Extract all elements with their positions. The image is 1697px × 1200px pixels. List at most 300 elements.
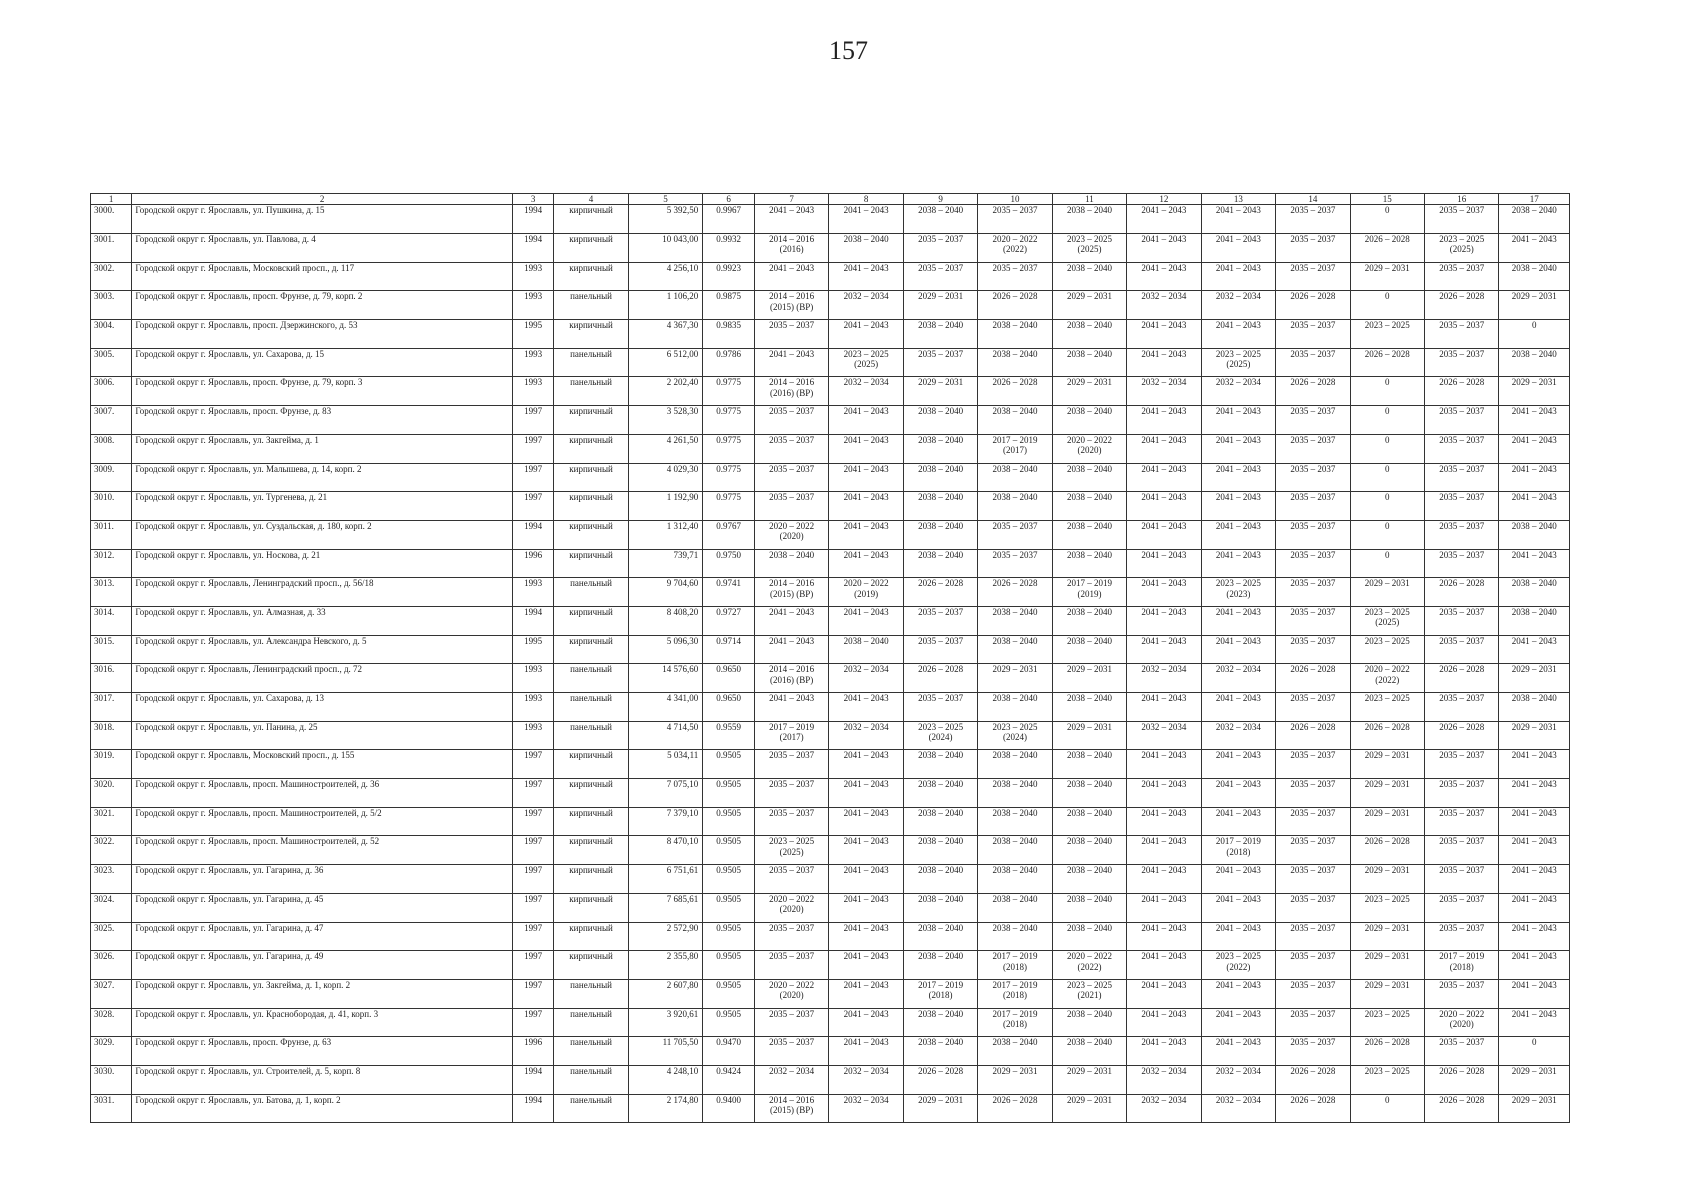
- table-cell-col-4: кирпичный: [554, 865, 628, 894]
- table-cell-col-13: 2041 – 2043: [1201, 463, 1275, 492]
- table-cell-col-11: 2038 – 2040: [1052, 922, 1126, 951]
- table-cell-col-1: 3007.: [91, 406, 132, 435]
- table-cell-col-2: Городской округ г. Ярославль, ул. Павлова, д. 4: [132, 234, 513, 263]
- table-cell-col-1: 3003.: [91, 291, 132, 320]
- table-cell-col-3: 1996: [512, 549, 553, 578]
- table-cell-col-16: 2035 – 2037: [1425, 1037, 1499, 1066]
- table-row: [91, 320, 1570, 349]
- table-cell-col-5: 7 685,61: [628, 893, 702, 922]
- table-cell-col-4: панельный: [554, 1008, 628, 1037]
- table-cell-col-11: 2023 – 2025 (2021): [1052, 979, 1126, 1008]
- table-cell-col-7: 2014 – 2016 (2016): [754, 234, 828, 263]
- table-cell-col-11: 2038 – 2040: [1052, 205, 1126, 234]
- table-cell-col-11: 2038 – 2040: [1052, 320, 1126, 349]
- table-cell-col-17: 2029 – 2031: [1499, 1094, 1570, 1123]
- table-cell-col-7: 2035 – 2037: [754, 1037, 828, 1066]
- table-cell-col-6: 0.9650: [703, 664, 755, 693]
- table-cell-col-10: 2035 – 2037: [978, 520, 1052, 549]
- table-cell-col-16: 2035 – 2037: [1425, 606, 1499, 635]
- table-cell-col-13: 2041 – 2043: [1201, 807, 1275, 836]
- table-cell-col-10: 2038 – 2040: [978, 807, 1052, 836]
- table-cell-col-11: 2038 – 2040: [1052, 1037, 1126, 1066]
- table-cell-col-15: 0: [1350, 492, 1424, 521]
- table-cell-col-4: кирпичный: [554, 779, 628, 808]
- table-cell-col-10: 2038 – 2040: [978, 492, 1052, 521]
- table-cell-col-16: 2035 – 2037: [1425, 807, 1499, 836]
- table-cell-col-17: 2041 – 2043: [1499, 922, 1570, 951]
- table-cell-col-5: 7 075,10: [628, 779, 702, 808]
- table-cell-col-12: 2041 – 2043: [1127, 865, 1201, 894]
- table-cell-col-1: 3030.: [91, 1065, 132, 1094]
- table-cell-col-6: 0.9400: [703, 1094, 755, 1123]
- table-cell-col-11: 2029 – 2031: [1052, 1065, 1126, 1094]
- table-cell-col-4: кирпичный: [554, 262, 628, 291]
- table-cell-col-13: 2032 – 2034: [1201, 1065, 1275, 1094]
- table-cell-col-7: 2035 – 2037: [754, 320, 828, 349]
- table-cell-col-10: 2038 – 2040: [978, 836, 1052, 865]
- table-row: [91, 635, 1570, 664]
- table-cell-col-13: 2032 – 2034: [1201, 377, 1275, 406]
- table-cell-col-12: 2041 – 2043: [1127, 836, 1201, 865]
- table-cell-col-6: 0.9650: [703, 693, 755, 722]
- table-cell-col-12: 2041 – 2043: [1127, 406, 1201, 435]
- table-cell-col-8: 2032 – 2034: [829, 377, 903, 406]
- table-cell-col-13: 2041 – 2043: [1201, 922, 1275, 951]
- table-cell-col-1: 3018.: [91, 721, 132, 750]
- table-cell-col-4: панельный: [554, 291, 628, 320]
- table-cell-col-2: Городской округ г. Ярославль, просп. Машиностроителей, д. 52: [132, 836, 513, 865]
- table-cell-col-14: 2035 – 2037: [1276, 865, 1350, 894]
- table-cell-col-1: 3027.: [91, 979, 132, 1008]
- table-cell-col-5: 739,71: [628, 549, 702, 578]
- table-cell-col-14: 2035 – 2037: [1276, 779, 1350, 808]
- table-cell-col-11: 2029 – 2031: [1052, 377, 1126, 406]
- table-row: [91, 693, 1570, 722]
- table-cell-col-3: 1997: [512, 779, 553, 808]
- table-cell-col-7: 2041 – 2043: [754, 348, 828, 377]
- housing-register-table: [90, 193, 1570, 1123]
- table-cell-col-15: 0: [1350, 291, 1424, 320]
- table-cell-col-12: 2041 – 2043: [1127, 578, 1201, 607]
- table-cell-col-3: 1993: [512, 578, 553, 607]
- table-cell-col-9: 2038 – 2040: [903, 520, 977, 549]
- table-cell-col-17: 2038 – 2040: [1499, 262, 1570, 291]
- table-cell-col-7: 2035 – 2037: [754, 865, 828, 894]
- table-cell-col-3: 1997: [512, 750, 553, 779]
- table-cell-col-12: 2041 – 2043: [1127, 348, 1201, 377]
- table-cell-col-10: 2038 – 2040: [978, 1037, 1052, 1066]
- table-cell-col-14: 2035 – 2037: [1276, 922, 1350, 951]
- table-cell-col-15: 0: [1350, 377, 1424, 406]
- table-row: [91, 463, 1570, 492]
- table-cell-col-12: 2041 – 2043: [1127, 234, 1201, 263]
- table-cell-col-15: 0: [1350, 549, 1424, 578]
- table-cell-col-10: 2038 – 2040: [978, 320, 1052, 349]
- table-cell-col-1: 3000.: [91, 205, 132, 234]
- table-cell-col-9: 2038 – 2040: [903, 1008, 977, 1037]
- table-row: [91, 377, 1570, 406]
- table-cell-col-7: 2035 – 2037: [754, 750, 828, 779]
- table-cell-col-16: 2035 – 2037: [1425, 262, 1499, 291]
- table-cell-col-4: кирпичный: [554, 836, 628, 865]
- table-cell-col-12: 2032 – 2034: [1127, 377, 1201, 406]
- table-cell-col-1: 3002.: [91, 262, 132, 291]
- table-cell-col-10: 2038 – 2040: [978, 348, 1052, 377]
- table-row: [91, 549, 1570, 578]
- table-cell-col-8: 2041 – 2043: [829, 262, 903, 291]
- table-cell-col-5: 14 576,60: [628, 664, 702, 693]
- table-cell-col-17: 2038 – 2040: [1499, 606, 1570, 635]
- column-header-14: 14: [1276, 194, 1350, 205]
- table-cell-col-2: Городской округ г. Ярославль, просп. Дзержинского, д. 53: [132, 320, 513, 349]
- table-cell-col-14: 2035 – 2037: [1276, 578, 1350, 607]
- table-cell-col-6: 0.9775: [703, 463, 755, 492]
- table-cell-col-12: 2032 – 2034: [1127, 664, 1201, 693]
- table-cell-col-15: 2029 – 2031: [1350, 951, 1424, 980]
- table-cell-col-12: 2041 – 2043: [1127, 750, 1201, 779]
- table-cell-col-11: 2038 – 2040: [1052, 492, 1126, 521]
- table-cell-col-17: 2038 – 2040: [1499, 693, 1570, 722]
- table-cell-col-6: 0.9775: [703, 492, 755, 521]
- table-cell-col-7: 2023 – 2025 (2025): [754, 836, 828, 865]
- table-cell-col-5: 1 106,20: [628, 291, 702, 320]
- table-row: [91, 979, 1570, 1008]
- column-header-1: 1: [91, 194, 132, 205]
- table-row: [91, 750, 1570, 779]
- table-cell-col-7: 2035 – 2037: [754, 807, 828, 836]
- table-cell-col-2: Городской округ г. Ярославль, ул. Гагарина, д. 47: [132, 922, 513, 951]
- table-cell-col-13: 2041 – 2043: [1201, 693, 1275, 722]
- table-cell-col-13: 2041 – 2043: [1201, 979, 1275, 1008]
- table-cell-col-8: 2041 – 2043: [829, 836, 903, 865]
- table-cell-col-13: 2041 – 2043: [1201, 1008, 1275, 1037]
- column-header-5: 5: [628, 194, 702, 205]
- table-cell-col-10: 2038 – 2040: [978, 606, 1052, 635]
- table-cell-col-3: 1996: [512, 1037, 553, 1066]
- table-cell-col-7: 2035 – 2037: [754, 406, 828, 435]
- table-cell-col-10: 2026 – 2028: [978, 1094, 1052, 1123]
- table-cell-col-14: 2035 – 2037: [1276, 807, 1350, 836]
- table-cell-col-1: 3024.: [91, 893, 132, 922]
- table-cell-col-13: 2041 – 2043: [1201, 262, 1275, 291]
- table-cell-col-2: Городской округ г. Ярославль, ул. Носкова, д. 21: [132, 549, 513, 578]
- table-cell-col-9: 2038 – 2040: [903, 922, 977, 951]
- table-cell-col-17: 2038 – 2040: [1499, 348, 1570, 377]
- table-cell-col-4: панельный: [554, 979, 628, 1008]
- table-cell-col-8: 2041 – 2043: [829, 492, 903, 521]
- table-cell-col-3: 1993: [512, 348, 553, 377]
- table-cell-col-7: 2035 – 2037: [754, 463, 828, 492]
- table-cell-col-16: 2026 – 2028: [1425, 1065, 1499, 1094]
- table-cell-col-1: 3010.: [91, 492, 132, 521]
- table-row: [91, 893, 1570, 922]
- table-cell-col-13: 2041 – 2043: [1201, 234, 1275, 263]
- table-cell-col-8: 2041 – 2043: [829, 922, 903, 951]
- table-cell-col-11: 2029 – 2031: [1052, 721, 1126, 750]
- table-cell-col-10: 2017 – 2019 (2018): [978, 1008, 1052, 1037]
- table-cell-col-8: 2032 – 2034: [829, 1094, 903, 1123]
- column-header-11: 11: [1052, 194, 1126, 205]
- table-cell-col-4: кирпичный: [554, 951, 628, 980]
- column-header-13: 13: [1201, 194, 1275, 205]
- table-cell-col-17: 2041 – 2043: [1499, 463, 1570, 492]
- table-cell-col-9: 2026 – 2028: [903, 1065, 977, 1094]
- table-cell-col-12: 2041 – 2043: [1127, 606, 1201, 635]
- table-row: [91, 865, 1570, 894]
- table-cell-col-17: 2029 – 2031: [1499, 721, 1570, 750]
- table-cell-col-11: 2020 – 2022 (2020): [1052, 434, 1126, 463]
- table-cell-col-1: 3028.: [91, 1008, 132, 1037]
- table-cell-col-3: 1995: [512, 320, 553, 349]
- table-cell-col-16: 2020 – 2022 (2020): [1425, 1008, 1499, 1037]
- table-cell-col-4: кирпичный: [554, 463, 628, 492]
- table-cell-col-6: 0.9775: [703, 406, 755, 435]
- table-cell-col-6: 0.9505: [703, 836, 755, 865]
- table-cell-col-9: 2038 – 2040: [903, 807, 977, 836]
- table-cell-col-1: 3014.: [91, 606, 132, 635]
- table-cell-col-4: кирпичный: [554, 320, 628, 349]
- table-cell-col-17: 2041 – 2043: [1499, 492, 1570, 521]
- table-cell-col-8: 2038 – 2040: [829, 234, 903, 263]
- table-cell-col-11: 2038 – 2040: [1052, 1008, 1126, 1037]
- table-row: [91, 1037, 1570, 1066]
- table-cell-col-7: 2035 – 2037: [754, 779, 828, 808]
- table-cell-col-10: 2035 – 2037: [978, 262, 1052, 291]
- table-cell-col-2: Городской округ г. Ярославль, Московский просп., д. 117: [132, 262, 513, 291]
- table-cell-col-3: 1997: [512, 807, 553, 836]
- table-cell-col-16: 2035 – 2037: [1425, 750, 1499, 779]
- table-cell-col-12: 2041 – 2043: [1127, 262, 1201, 291]
- table-cell-col-1: 3005.: [91, 348, 132, 377]
- table-cell-col-15: 2029 – 2031: [1350, 779, 1424, 808]
- table-cell-col-6: 0.9727: [703, 606, 755, 635]
- table-cell-col-9: 2035 – 2037: [903, 234, 977, 263]
- table-cell-col-6: 0.9786: [703, 348, 755, 377]
- table-cell-col-14: 2026 – 2028: [1276, 377, 1350, 406]
- table-cell-col-11: 2038 – 2040: [1052, 463, 1126, 492]
- table-cell-col-2: Городской округ г. Ярославль, ул. Батова, д. 1, корп. 2: [132, 1094, 513, 1123]
- table-cell-col-15: 2029 – 2031: [1350, 865, 1424, 894]
- table-cell-col-13: 2041 – 2043: [1201, 520, 1275, 549]
- table-cell-col-12: 2041 – 2043: [1127, 492, 1201, 521]
- table-cell-col-6: 0.9505: [703, 779, 755, 808]
- table-cell-col-5: 2 572,90: [628, 922, 702, 951]
- table-cell-col-17: 2038 – 2040: [1499, 520, 1570, 549]
- table-cell-col-9: 2038 – 2040: [903, 1037, 977, 1066]
- table-cell-col-14: 2026 – 2028: [1276, 291, 1350, 320]
- table-cell-col-3: 1995: [512, 635, 553, 664]
- table-cell-col-10: 2038 – 2040: [978, 893, 1052, 922]
- table-cell-col-9: 2029 – 2031: [903, 1094, 977, 1123]
- table-cell-col-11: 2020 – 2022 (2022): [1052, 951, 1126, 980]
- table-cell-col-7: 2035 – 2037: [754, 434, 828, 463]
- table-cell-col-4: кирпичный: [554, 549, 628, 578]
- table-cell-col-10: 2038 – 2040: [978, 750, 1052, 779]
- table-cell-col-1: 3019.: [91, 750, 132, 779]
- table-row: [91, 807, 1570, 836]
- table-cell-col-13: 2041 – 2043: [1201, 606, 1275, 635]
- table-cell-col-15: 2029 – 2031: [1350, 807, 1424, 836]
- table-cell-col-3: 1997: [512, 893, 553, 922]
- table-cell-col-2: Городской округ г. Ярославль, Московский просп., д. 155: [132, 750, 513, 779]
- table-cell-col-15: 2023 – 2025: [1350, 1065, 1424, 1094]
- table-cell-col-13: 2032 – 2034: [1201, 664, 1275, 693]
- table-cell-col-7: 2035 – 2037: [754, 951, 828, 980]
- table-cell-col-9: 2038 – 2040: [903, 951, 977, 980]
- table-cell-col-9: 2038 – 2040: [903, 549, 977, 578]
- table-cell-col-10: 2035 – 2037: [978, 549, 1052, 578]
- table-row: [91, 492, 1570, 521]
- table-cell-col-11: 2038 – 2040: [1052, 893, 1126, 922]
- table-cell-col-5: 8 408,20: [628, 606, 702, 635]
- table-cell-col-2: Городской округ г. Ярославль, ул. Панина, д. 25: [132, 721, 513, 750]
- table-cell-col-10: 2017 – 2019 (2018): [978, 979, 1052, 1008]
- table-row: [91, 721, 1570, 750]
- table-cell-col-16: 2035 – 2037: [1425, 492, 1499, 521]
- table-cell-col-12: 2041 – 2043: [1127, 979, 1201, 1008]
- table-cell-col-2: Городской округ г. Ярославль, ул. Алмазная, д. 33: [132, 606, 513, 635]
- table-cell-col-1: 3012.: [91, 549, 132, 578]
- table-cell-col-4: кирпичный: [554, 606, 628, 635]
- table-cell-col-3: 1997: [512, 836, 553, 865]
- table-cell-col-8: 2041 – 2043: [829, 520, 903, 549]
- table-cell-col-4: панельный: [554, 578, 628, 607]
- table-cell-col-17: 2041 – 2043: [1499, 865, 1570, 894]
- table-cell-col-15: 2023 – 2025: [1350, 635, 1424, 664]
- table-cell-col-5: 10 043,00: [628, 234, 702, 263]
- table-cell-col-17: 2041 – 2043: [1499, 1008, 1570, 1037]
- column-header-17: 17: [1499, 194, 1570, 205]
- table-cell-col-6: 0.9505: [703, 979, 755, 1008]
- table-cell-col-12: 2041 – 2043: [1127, 922, 1201, 951]
- table-cell-col-17: 0: [1499, 1037, 1570, 1066]
- table-cell-col-16: 2035 – 2037: [1425, 520, 1499, 549]
- table-cell-col-6: 0.9505: [703, 1008, 755, 1037]
- table-cell-col-14: 2026 – 2028: [1276, 1094, 1350, 1123]
- table-cell-col-14: 2026 – 2028: [1276, 721, 1350, 750]
- table-cell-col-2: Городской округ г. Ярославль, просп. Машиностроителей, д. 36: [132, 779, 513, 808]
- table-cell-col-5: 7 379,10: [628, 807, 702, 836]
- table-cell-col-9: 2038 – 2040: [903, 865, 977, 894]
- table-cell-col-10: 2029 – 2031: [978, 664, 1052, 693]
- table-cell-col-2: Городской округ г. Ярославль, ул. Малышева, д. 14, корп. 2: [132, 463, 513, 492]
- table-cell-col-14: 2035 – 2037: [1276, 606, 1350, 635]
- table-cell-col-3: 1994: [512, 1094, 553, 1123]
- column-header-9: 9: [903, 194, 977, 205]
- table-cell-col-17: 2029 – 2031: [1499, 1065, 1570, 1094]
- table-cell-col-10: 2017 – 2019 (2018): [978, 951, 1052, 980]
- table-cell-col-8: 2041 – 2043: [829, 1008, 903, 1037]
- table-cell-col-10: 2023 – 2025 (2024): [978, 721, 1052, 750]
- table-cell-col-7: 2041 – 2043: [754, 693, 828, 722]
- table-cell-col-8: 2041 – 2043: [829, 205, 903, 234]
- table-cell-col-3: 1994: [512, 234, 553, 263]
- table-cell-col-12: 2041 – 2043: [1127, 520, 1201, 549]
- table-cell-col-3: 1994: [512, 606, 553, 635]
- table-cell-col-13: 2041 – 2043: [1201, 1037, 1275, 1066]
- table-cell-col-1: 3009.: [91, 463, 132, 492]
- table-cell-col-16: 2035 – 2037: [1425, 463, 1499, 492]
- table-cell-col-8: 2020 – 2022 (2019): [829, 578, 903, 607]
- table-cell-col-16: 2035 – 2037: [1425, 922, 1499, 951]
- table-cell-col-4: кирпичный: [554, 922, 628, 951]
- table-cell-col-8: 2041 – 2043: [829, 463, 903, 492]
- table-cell-col-4: панельный: [554, 1037, 628, 1066]
- table-cell-col-3: 1994: [512, 205, 553, 234]
- table-cell-col-7: 2020 – 2022 (2020): [754, 520, 828, 549]
- table-cell-col-15: 2023 – 2025: [1350, 320, 1424, 349]
- table-cell-col-17: 2029 – 2031: [1499, 377, 1570, 406]
- table-cell-col-10: 2026 – 2028: [978, 291, 1052, 320]
- table-cell-col-2: Городской округ г. Ярославль, Ленинградский просп., д. 56/18: [132, 578, 513, 607]
- table-cell-col-16: 2035 – 2037: [1425, 836, 1499, 865]
- table-cell-col-17: 2041 – 2043: [1499, 406, 1570, 435]
- table-cell-col-8: 2041 – 2043: [829, 779, 903, 808]
- table-cell-col-12: 2041 – 2043: [1127, 549, 1201, 578]
- table-cell-col-15: 0: [1350, 1094, 1424, 1123]
- table-cell-col-9: 2038 – 2040: [903, 893, 977, 922]
- table-cell-col-2: Городской округ г. Ярославль, просп. Фрунзе, д. 79, корп. 3: [132, 377, 513, 406]
- table-cell-col-16: 2035 – 2037: [1425, 549, 1499, 578]
- table-cell-col-2: Городской округ г. Ярославль, ул. Сахарова, д. 13: [132, 693, 513, 722]
- table-cell-col-16: 2026 – 2028: [1425, 721, 1499, 750]
- table-cell-col-12: 2032 – 2034: [1127, 1065, 1201, 1094]
- table-cell-col-3: 1997: [512, 492, 553, 521]
- table-cell-col-10: 2038 – 2040: [978, 635, 1052, 664]
- table-cell-col-7: 2035 – 2037: [754, 492, 828, 521]
- table-cell-col-2: Городской округ г. Ярославль, ул. Закгейма, д. 1, корп. 2: [132, 979, 513, 1008]
- table-cell-col-5: 5 392,50: [628, 205, 702, 234]
- table-cell-col-16: 2026 – 2028: [1425, 664, 1499, 693]
- table-cell-col-1: 3015.: [91, 635, 132, 664]
- table-cell-col-3: 1993: [512, 693, 553, 722]
- table-cell-col-8: 2041 – 2043: [829, 693, 903, 722]
- table-row: [91, 606, 1570, 635]
- table-cell-col-6: 0.9835: [703, 320, 755, 349]
- table-row: [91, 1094, 1570, 1123]
- table-cell-col-11: 2038 – 2040: [1052, 693, 1126, 722]
- table-cell-col-16: 2035 – 2037: [1425, 779, 1499, 808]
- table-cell-col-2: Городской округ г. Ярославль, просп. Машиностроителей, д. 5/2: [132, 807, 513, 836]
- table-cell-col-1: 3029.: [91, 1037, 132, 1066]
- table-cell-col-13: 2041 – 2043: [1201, 750, 1275, 779]
- table-cell-col-17: 2041 – 2043: [1499, 893, 1570, 922]
- table-cell-col-7: 2014 – 2016 (2016) (ВР): [754, 377, 828, 406]
- table-cell-col-7: 2020 – 2022 (2020): [754, 893, 828, 922]
- table-cell-col-7: 2041 – 2043: [754, 635, 828, 664]
- table-cell-col-11: 2029 – 2031: [1052, 291, 1126, 320]
- table-cell-col-5: 1 192,90: [628, 492, 702, 521]
- table-cell-col-9: 2026 – 2028: [903, 664, 977, 693]
- table-cell-col-1: 3011.: [91, 520, 132, 549]
- table-cell-col-8: 2038 – 2040: [829, 635, 903, 664]
- table-cell-col-13: 2017 – 2019 (2018): [1201, 836, 1275, 865]
- table-cell-col-6: 0.9505: [703, 951, 755, 980]
- table-cell-col-9: 2023 – 2025 (2024): [903, 721, 977, 750]
- table-cell-col-4: кирпичный: [554, 520, 628, 549]
- table-cell-col-10: 2038 – 2040: [978, 865, 1052, 894]
- table-cell-col-13: 2041 – 2043: [1201, 779, 1275, 808]
- table-cell-col-16: 2035 – 2037: [1425, 635, 1499, 664]
- table-row: [91, 205, 1570, 234]
- table-cell-col-1: 3023.: [91, 865, 132, 894]
- table-row: [91, 836, 1570, 865]
- table-cell-col-17: 2041 – 2043: [1499, 234, 1570, 263]
- table-cell-col-15: 2023 – 2025: [1350, 693, 1424, 722]
- table-cell-col-9: 2026 – 2028: [903, 578, 977, 607]
- table-row: [91, 348, 1570, 377]
- table-cell-col-8: 2041 – 2043: [829, 807, 903, 836]
